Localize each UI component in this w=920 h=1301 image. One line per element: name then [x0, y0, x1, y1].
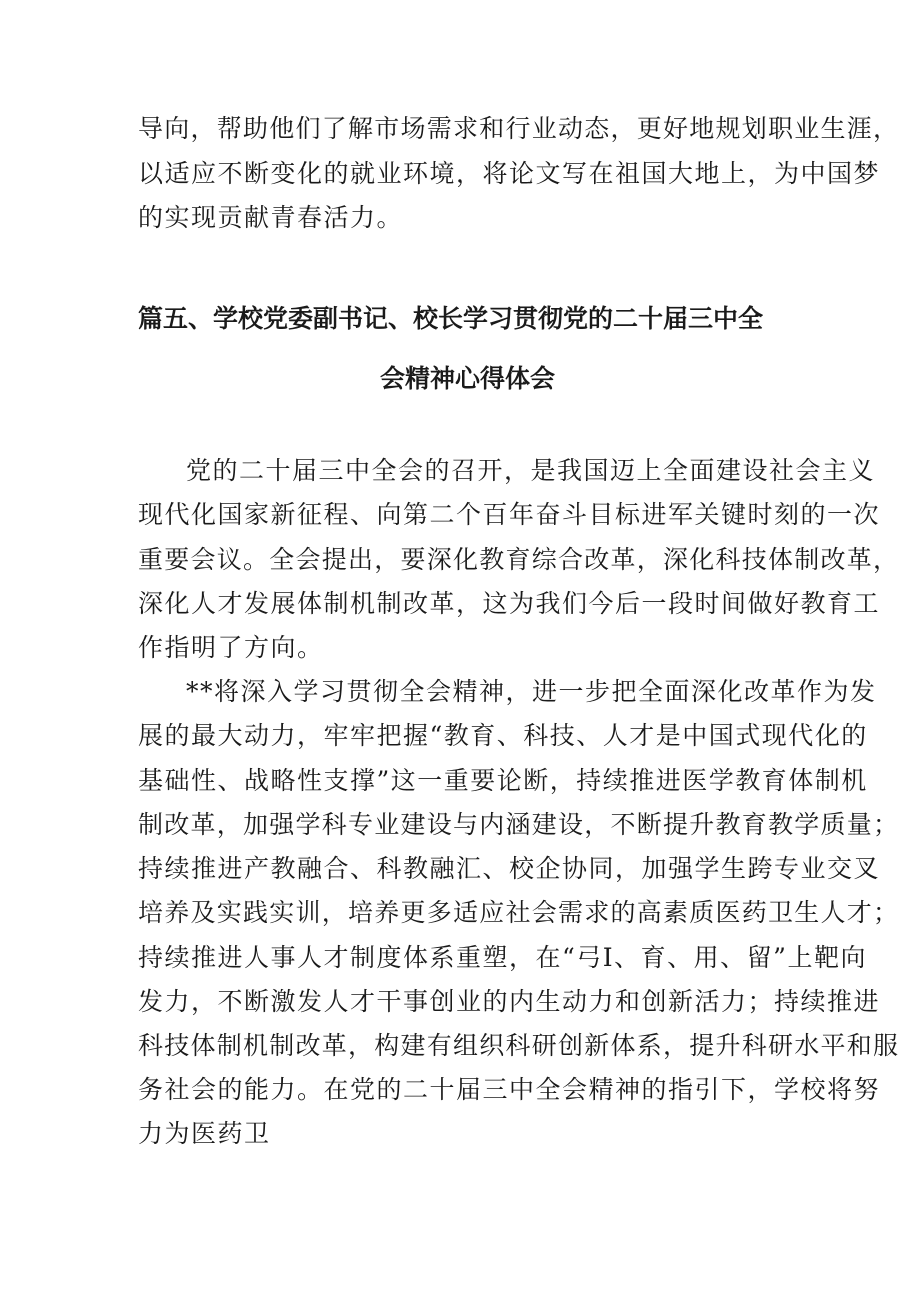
paragraph2-line-2: 展的最大动力，牢牢把握“教育、科技、人才是中国式现代化的: [138, 721, 868, 750]
paragraph1-line-1: 党的二十届三中全会的召开，是我国迈上全面建设社会主义: [186, 456, 876, 485]
paragraph2-line-6: 培养及实践实训，培养更多适应社会需求的高素质医药卫生人才；: [138, 898, 900, 927]
paragraph2-line-3: 基础性、战略性支撑”这一重要论断，持续推进医学教育体制机: [138, 766, 868, 795]
paragraph2-line-8: 发力，不断激发人才干事创业的内生动力和创新活力；持续推进: [138, 987, 881, 1016]
paragraph2-line-11: 力为医药卫: [138, 1119, 271, 1148]
top-paragraph-line-1: 导向，帮助他们了解市场需求和行业动态，更好地规划职业生涯，: [138, 114, 900, 143]
section-title-line-2: 会精神心得体会: [380, 364, 556, 393]
paragraph1-line-3: 重要会议。全会提出，要深化教育综合改革，深化科技体制改革，: [138, 545, 900, 574]
top-paragraph-line-2: 以适应不断变化的就业环境，将论文写在祖国大地上，为中国梦: [138, 159, 881, 188]
paragraph1-line-4: 深化人才发展体制机制改革，这为我们今后一段时间做好教育工: [138, 589, 881, 618]
top-paragraph-line-3: 的实现贡献青春活力。: [138, 203, 404, 232]
paragraph2-line-4: 制改革，加强学科专业建设与内涵建设，不断提升教育教学质量；: [138, 810, 900, 839]
paragraph1-line-2: 现代化国家新征程、向第二个百年奋斗目标进军关键时刻的一次: [138, 500, 881, 529]
paragraph2-line-5: 持续推进产教融合、科教融汇、校企协同，加强学生跨专业交叉: [138, 854, 881, 883]
paragraph2-line-1: **将深入学习贯彻全会精神，进一步把全面深化改革作为发: [186, 677, 877, 706]
paragraph1-line-5: 作指明了方向。: [138, 633, 324, 662]
paragraph2-line-9: 科技体制机制改革，构建有组织科研创新体系，提升科研水平和服: [138, 1031, 900, 1060]
section-title-line-1: 篇五、学校党委副书记、校长学习贯彻党的二十届三中全: [138, 304, 764, 333]
paragraph2-line-7: 持续推进人事人才制度体系重塑，在“弓I、育、用、留”上靶向: [138, 943, 867, 972]
paragraph2-line-10: 务社会的能力。在党的二十届三中全会精神的指引下，学校将努: [138, 1075, 881, 1104]
